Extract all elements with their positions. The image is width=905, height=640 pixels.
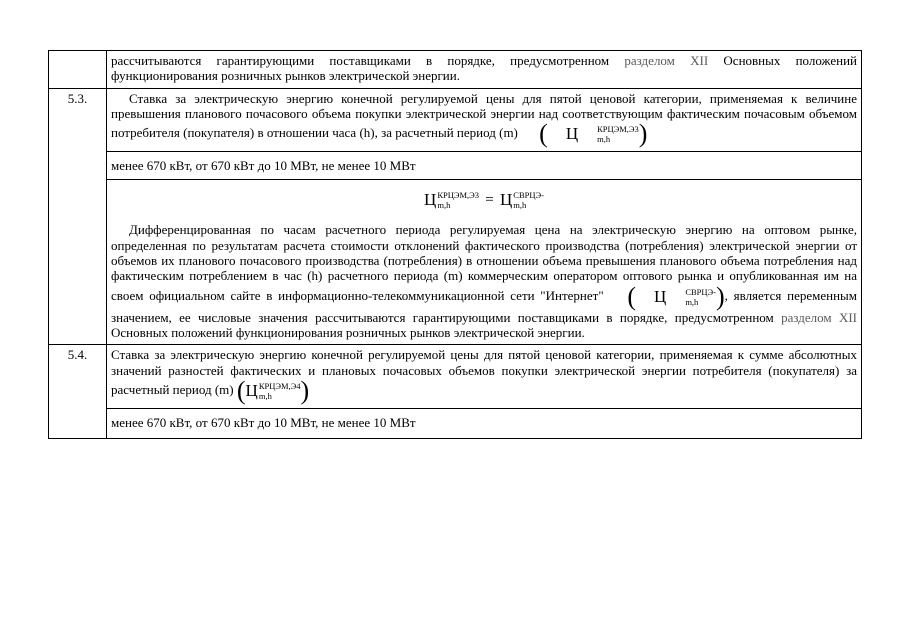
section-link[interactable]: разделом XII xyxy=(781,309,857,325)
continuation-text xyxy=(107,51,862,89)
row-5-3-formula-cell xyxy=(107,180,862,345)
table-row xyxy=(49,345,862,409)
equation xyxy=(111,182,857,216)
text-fragment: Ставка за электрическую энергию конечной регулируемой цены для пятой ценовой категории, применяемая к величине превышения планового почасового объема покупки электрической энергии над соответствующим фактическим почасовым объемом потребителя (покупателя) в отношении часа (h), за расчетный период (m) xyxy=(111,90,857,141)
tariff-table xyxy=(48,50,862,439)
row-number: 5.3. xyxy=(49,88,107,345)
text-fragment: рассчитываются гарантирующими поставщиками в порядке, предусмотренном xyxy=(111,53,625,68)
symbol-sup: КРЦЭМ,Э3 xyxy=(437,190,480,201)
symbol-sub: m,h xyxy=(513,200,527,211)
symbol-sub: m,h xyxy=(597,134,611,145)
row-number: 5.4. xyxy=(49,345,107,439)
symbol-sup: СВРЦЭ- xyxy=(685,286,716,297)
symbol-sup: СВРЦЭ- xyxy=(513,190,544,201)
document-page xyxy=(48,50,861,439)
row-5-4-range: менее 670 кВт, от 670 кВт до 10 МВт, не менее 10 МВт xyxy=(107,408,862,438)
table-row xyxy=(49,152,862,180)
symbol-sup: КРЦЭМ,Э3 xyxy=(597,124,639,135)
symbol-base: Ц xyxy=(565,124,579,144)
table-row xyxy=(49,88,862,152)
symbol-sub: m,h xyxy=(685,296,699,307)
price-symbol: ( Ц КРЦЭМ,Э3 m,h ) xyxy=(539,119,648,149)
text-fragment: Дифференцированная по часам расчетного периода регулируемая цена на электрическую энергию на оптовом рынке, определенная по результатам расчета стоимости отклонений фактического производства (потребления) электрической энергии от объемов их планового почасового производства (потребления) в отношении объема превышения планового объема потребления над фактическим потреблением в час (h) расчетного периода (m) коммерческим оператором оптового рынка и опубликованная им на своем официальном сайте в информационно-телекоммуникационной сети "Интернет" xyxy=(111,222,857,303)
text-fragment: Основных положений функционирования розничных рынков электрической энергии. xyxy=(111,324,585,340)
section-link[interactable]: разделом XII xyxy=(624,53,709,68)
table-row xyxy=(49,51,862,89)
equals-sign: = xyxy=(485,191,494,208)
price-symbol: (Ц КРЦЭМ,Э4 m,h ) xyxy=(236,375,310,405)
symbol-sub: m,h xyxy=(258,390,272,401)
symbol-sub: m,h xyxy=(437,200,451,211)
text-fragment: , является переменным значением, ее числовые значения рассчитываются гарантирующими поставщиками в порядке, предусмотренном xyxy=(111,287,857,325)
symbol-base: Ц xyxy=(654,286,667,306)
text-fragment: Основных положений функционирования розничных рынков электрической энергии. xyxy=(111,53,857,84)
row-5-4-description xyxy=(107,345,862,409)
symbol-base: Ц xyxy=(500,190,513,210)
table-row xyxy=(49,180,862,345)
text-fragment: Ставка за электрическую энергию конечной регулируемой цены для пятой ценовой категории, применяемая к сумме абсолютных значений разностей фактических и плановых почасовых объемов покупки электрической энергии потребителя (покупателя) за расчетный период (m) xyxy=(111,347,857,397)
symbol-sup: КРЦЭМ,Э4 xyxy=(258,380,301,391)
symbol-base: Ц xyxy=(245,380,258,400)
row-5-3-range: менее 670 кВт, от 670 кВт до 10 МВт, не менее 10 МВт xyxy=(107,152,862,180)
price-symbol: ( Ц СВРЦЭ- m,h ) xyxy=(627,281,725,311)
row-number-empty xyxy=(49,51,107,89)
symbol-base: Ц xyxy=(424,190,437,210)
table-row xyxy=(49,408,862,438)
row-5-3-description xyxy=(107,88,862,152)
